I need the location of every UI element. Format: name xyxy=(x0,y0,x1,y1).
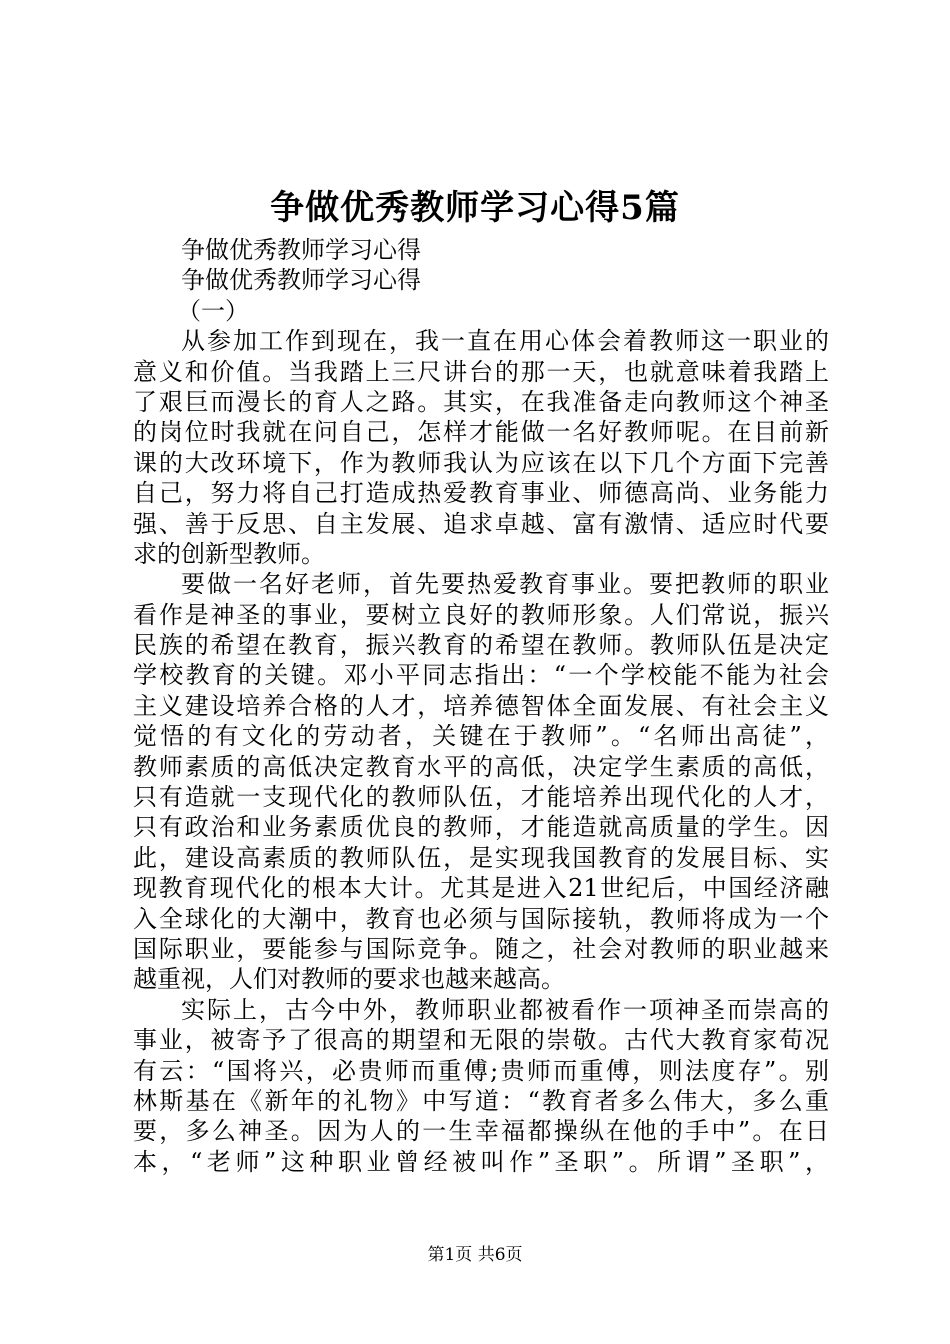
text-line: 从参加工作到现在，我一直在用心体会着教师这一职业的 xyxy=(181,327,829,356)
text-line: 此，建设高素质的教师队伍，是实现我国教育的发展目标、实 xyxy=(133,843,829,872)
text-line: 现教育现代化的根本大计。尤其是进入21世纪后，中国经济融 xyxy=(133,874,829,903)
text-line: 求的创新型教师。 xyxy=(133,539,325,568)
text-line: 越重视，人们对教师的要求也越来越高。 xyxy=(133,965,565,994)
text-line: 的岗位时我就在问自己，怎样才能做一名好教师呢。在目前新 xyxy=(133,418,829,447)
document-body xyxy=(133,235,829,1177)
text-line: 民族的希望在教育，振兴教育的希望在教师。教师队伍是决定 xyxy=(133,631,829,660)
text-line: 意义和价值。当我踏上三尺讲台的那一天，也就意味着我踏上 xyxy=(133,357,829,386)
text-line: 入全球化的大潮中，教育也必须与国际接轨，教师将成为一个 xyxy=(133,904,829,933)
text-line: 要，多么神圣。因为人的一生幸福都操纵在他的手中”。在日 xyxy=(133,1117,829,1146)
document-title: 争做优秀教师学习心得5篇 xyxy=(270,188,680,228)
text-line: 只有造就一支现代化的教师队伍，才能培养出现代化的人才， xyxy=(133,783,829,812)
text-line: 争做优秀教师学习心得 xyxy=(181,266,421,295)
text-line: 强、善于反思、自主发展、追求卓越、富有激情、适应时代要 xyxy=(133,509,829,538)
text-line: 自己，努力将自己打造成热爱教育事业、师德高尚、业务能力 xyxy=(133,479,829,508)
page-footer: 第1页 共6页 xyxy=(427,1245,523,1265)
text-line: 本，“老师”这种职业曾经被叫作”圣职”。所谓”圣职”， xyxy=(133,1147,829,1176)
text-line: （一） xyxy=(177,296,249,325)
text-line: 事业，被寄予了很高的期望和无限的崇敬。古代大教育家荀况 xyxy=(133,1026,829,1055)
text-line: 有云：“国将兴，必贵师而重傅;贵师而重傅，则法度存”。别 xyxy=(133,1056,829,1085)
text-line: 只有政治和业务素质优良的教师，才能造就高质量的学生。因 xyxy=(133,813,829,842)
text-line: 主义建设培养合格的人才，培养德智体全面发展、有社会主义 xyxy=(133,691,829,720)
text-line: 林斯基在《新年的礼物》中写道：“教育者多么伟大，多么重 xyxy=(133,1086,829,1115)
text-line: 教师素质的高低决定教育水平的高低，决定学生素质的高低， xyxy=(133,752,829,781)
text-line: 争做优秀教师学习心得 xyxy=(181,236,421,264)
text-line: 课的大改环境下，作为教师我认为应该在以下几个方面下完善 xyxy=(133,448,829,477)
text-line: 了艰巨而漫长的育人之路。其实，在我准备走向教师这个神圣 xyxy=(133,387,829,416)
text-line: 国际职业，要能参与国际竞争。随之，社会对教师的职业越来 xyxy=(133,934,829,963)
text-line: 要做一名好老师，首先要热爱教育事业。要把教师的职业 xyxy=(181,570,829,599)
text-line: 实际上，古今中外，教师职业都被看作一项神圣而崇高的 xyxy=(181,995,829,1024)
text-line: 学校教育的关键。邓小平同志指出：“一个学校能不能为社会 xyxy=(133,661,829,690)
text-line: 觉悟的有文化的劳动者，关键在于教师”。“名师出高徒”， xyxy=(133,722,829,751)
text-line: 看作是神圣的事业，要树立良好的教师形象。人们常说，振兴 xyxy=(133,600,829,629)
